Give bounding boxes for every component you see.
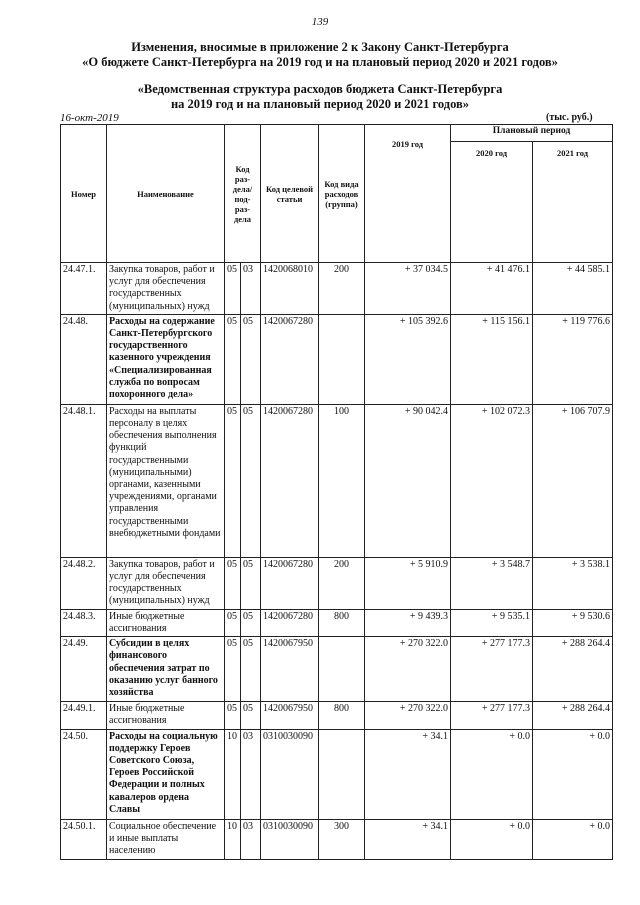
table-row xyxy=(61,557,613,609)
row-name: Закупка товаров, работ и услуг для обеспечения государственных (муниципальных) нужд xyxy=(107,263,225,315)
row-value-2020: + 0.0 xyxy=(451,819,533,859)
table-row xyxy=(61,702,613,729)
row-value-2020: + 115 156.1 xyxy=(451,314,533,404)
row-podrazdel: 03 xyxy=(241,729,261,819)
budget-table xyxy=(60,124,613,860)
row-podrazdel: 03 xyxy=(241,263,261,315)
row-target-code: 0310030090 xyxy=(261,729,319,819)
table-row xyxy=(61,609,613,636)
row-value-2021: + 0.0 xyxy=(533,819,613,859)
row-target-code: 1420067280 xyxy=(261,609,319,636)
row-podrazdel: 05 xyxy=(241,557,261,609)
row-expense-type xyxy=(319,314,365,404)
subtitle-line: «Ведомственная структура расходов бюджета Санкт-Петербурга xyxy=(137,82,503,96)
header-number: Номер xyxy=(61,125,107,263)
table-row xyxy=(61,314,613,404)
row-value-2020: + 0.0 xyxy=(451,729,533,819)
row-expense-type xyxy=(319,637,365,702)
row-number: 24.48.2. xyxy=(61,557,107,609)
row-value-2019: + 9 439.3 xyxy=(365,609,451,636)
row-value-2019: + 34.1 xyxy=(365,729,451,819)
row-razdel: 05 xyxy=(225,557,241,609)
row-value-2019: + 90 042.4 xyxy=(365,404,451,557)
title-line: «О бюджете Санкт-Петербурга на 2019 год и на плановый период 2020 и 2021 годов» xyxy=(82,55,558,69)
row-expense-type xyxy=(319,729,365,819)
row-expense-type: 800 xyxy=(319,609,365,636)
row-podrazdel: 05 xyxy=(241,609,261,636)
header-expense-type: Код вида расходов (группа) xyxy=(319,125,365,263)
row-name: Субсидии в целях финансового обеспечения затрат по оказанию услуг банного хозяйства xyxy=(107,637,225,702)
row-value-2021: + 288 264.4 xyxy=(533,637,613,702)
title-line: Изменения, вносимые в приложение 2 к Закону Санкт-Петербурга xyxy=(131,40,509,54)
row-number: 24.47.1. xyxy=(61,263,107,315)
table-body xyxy=(61,263,613,860)
row-value-2019: + 270 322.0 xyxy=(365,702,451,729)
row-name: Иные бюджетные ассигнования xyxy=(107,609,225,636)
row-expense-type: 300 xyxy=(319,819,365,859)
row-number: 24.48. xyxy=(61,314,107,404)
row-value-2021: + 3 538.1 xyxy=(533,557,613,609)
row-razdel: 05 xyxy=(225,404,241,557)
row-value-2021: + 44 585.1 xyxy=(533,263,613,315)
row-target-code: 1420067280 xyxy=(261,404,319,557)
row-value-2021: + 288 264.4 xyxy=(533,702,613,729)
row-podrazdel: 05 xyxy=(241,404,261,557)
row-value-2020: + 3 548.7 xyxy=(451,557,533,609)
row-target-code: 1420068010 xyxy=(261,263,319,315)
row-value-2021: + 119 776.6 xyxy=(533,314,613,404)
row-target-code: 0310030090 xyxy=(261,819,319,859)
header-name: Наименование xyxy=(107,125,225,263)
row-number: 24.48.1. xyxy=(61,404,107,557)
row-razdel: 10 xyxy=(225,819,241,859)
row-name: Расходы на выплаты персоналу в целях обеспечения выполнения функций государственными (муниципальными) органами, казенными учреждениями, органами управления государственными внебюджетными фондами xyxy=(107,404,225,557)
row-number: 24.49. xyxy=(61,637,107,702)
row-number: 24.50.1. xyxy=(61,819,107,859)
row-name: Иные бюджетные ассигнования xyxy=(107,702,225,729)
row-podrazdel: 05 xyxy=(241,702,261,729)
table-row xyxy=(61,729,613,819)
row-razdel: 05 xyxy=(225,637,241,702)
row-value-2020: + 41 476.1 xyxy=(451,263,533,315)
row-podrazdel: 05 xyxy=(241,314,261,404)
header-target: Код целевой статьи xyxy=(261,125,319,263)
row-target-code: 1420067280 xyxy=(261,557,319,609)
page-number: 139 xyxy=(311,16,329,28)
row-razdel: 05 xyxy=(225,702,241,729)
row-number: 24.49.1. xyxy=(61,702,107,729)
row-value-2021: + 106 707.9 xyxy=(533,404,613,557)
row-razdel: 05 xyxy=(225,263,241,315)
row-razdel: 05 xyxy=(225,609,241,636)
row-razdel: 10 xyxy=(225,729,241,819)
header-2020: 2020 год xyxy=(451,142,533,263)
row-value-2019: + 5 910.9 xyxy=(365,557,451,609)
row-name: Закупка товаров, работ и услуг для обеспечения государственных (муниципальных) нужд xyxy=(107,557,225,609)
row-name: Социальное обеспечение и иные выплаты населению xyxy=(107,819,225,859)
row-expense-type: 200 xyxy=(319,557,365,609)
row-number: 24.50. xyxy=(61,729,107,819)
table-row xyxy=(61,404,613,557)
row-value-2019: + 34.1 xyxy=(365,819,451,859)
document-date: 16-окт-2019 xyxy=(60,112,119,124)
row-target-code: 1420067950 xyxy=(261,637,319,702)
row-value-2020: + 9 535.1 xyxy=(451,609,533,636)
row-value-2019: + 37 034.5 xyxy=(365,263,451,315)
row-value-2019: + 105 392.6 xyxy=(365,314,451,404)
header-section: Код раз-дела/ под-раз-дела xyxy=(225,125,261,263)
header-planned-period: Плановый период xyxy=(451,125,613,142)
row-expense-type: 200 xyxy=(319,263,365,315)
row-target-code: 1420067950 xyxy=(261,702,319,729)
row-value-2020: + 277 177.3 xyxy=(451,702,533,729)
subtitle-line: на 2019 год и на плановый период 2020 и 2021 годов» xyxy=(170,97,470,111)
table-row xyxy=(61,263,613,315)
table-row xyxy=(61,637,613,702)
row-name: Расходы на социальную поддержку Героев Советского Союза, Героев Российской Федерации и полных кавалеров ордена Славы xyxy=(107,729,225,819)
header-2021: 2021 год xyxy=(533,142,613,263)
row-value-2019: + 270 322.0 xyxy=(365,637,451,702)
row-value-2021: + 9 530.6 xyxy=(533,609,613,636)
row-razdel: 05 xyxy=(225,314,241,404)
row-expense-type: 800 xyxy=(319,702,365,729)
row-value-2021: + 0.0 xyxy=(533,729,613,819)
row-expense-type: 100 xyxy=(319,404,365,557)
units-label: (тыс. руб.) xyxy=(546,112,593,123)
row-podrazdel: 05 xyxy=(241,637,261,702)
row-name: Расходы на содержание Санкт-Петербургского государственного казенного учреждения «Специализированная служба по вопросам похоронного дела» xyxy=(107,314,225,404)
row-podrazdel: 03 xyxy=(241,819,261,859)
row-value-2020: + 277 177.3 xyxy=(451,637,533,702)
row-number: 24.48.3. xyxy=(61,609,107,636)
table-row xyxy=(61,819,613,859)
document-title xyxy=(0,40,640,70)
document-subtitle xyxy=(0,82,640,112)
header-2019: 2019 год xyxy=(365,125,451,263)
row-value-2020: + 102 072.3 xyxy=(451,404,533,557)
row-target-code: 1420067280 xyxy=(261,314,319,404)
